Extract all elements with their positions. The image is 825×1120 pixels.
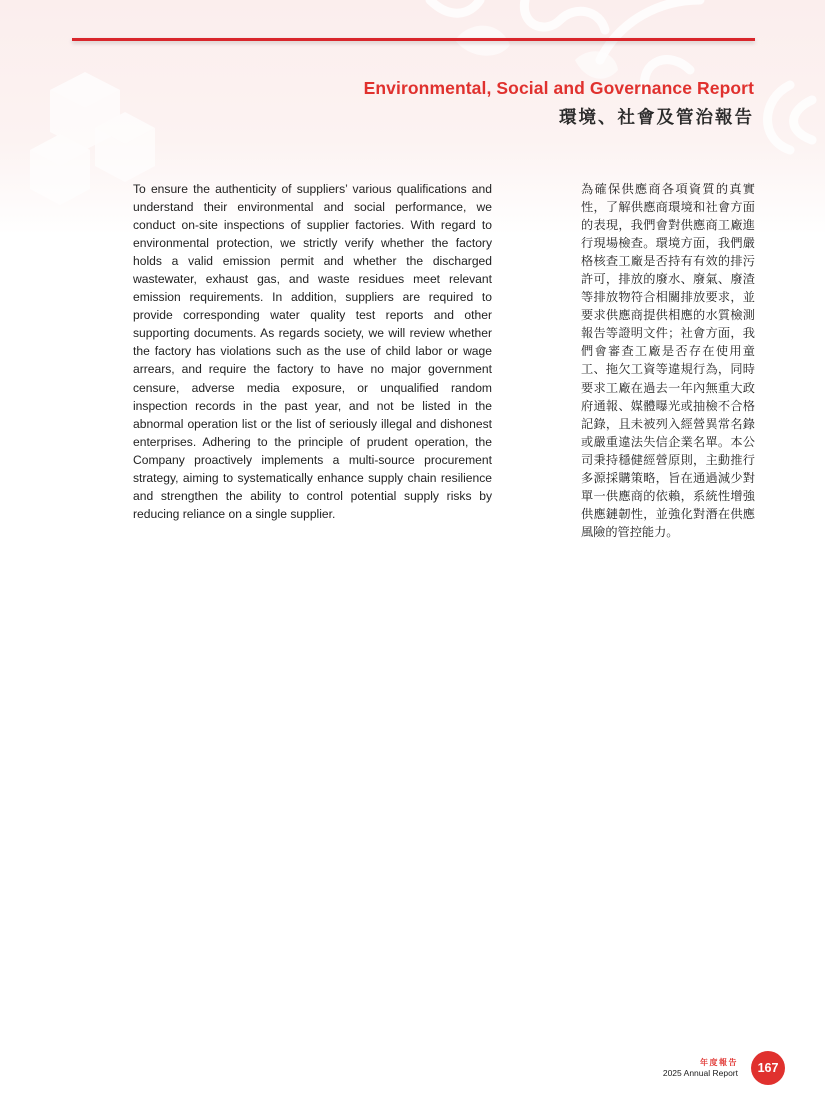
report-title-en: Environmental, Social and Governance Report [363,78,754,98]
body-paragraph-zh: 為確保供應商各項資質的真實性，了解供應商環境和社會方面的表現，我們會對供應商工廠進行現場檢查。環境方面，我們嚴格核查工廠是否持有有效的排污許可，排放的廢水、廢氣、廢渣等排放物符合相關排放要求，並要求供應商提供相應的水質檢測報告等證明文件；社會方面，我們會審查工廠是否存在使用童工、拖欠工資等違規行為，同時要求工廠在過去一年內無重大政府通報、媒體曝光或抽檢不合格記錄，且未被列入經營異常名錄或嚴重違法失信企業名單。本公司秉持穩健經營原則，主動推行多源採購策略，旨在通過減少對單一供應商的依賴，系統性增強供應鏈韌性，並強化對潛在供應風險的管控能力。 [581,182,755,539]
report-title-zh: 環境、社會及管治報告 [559,108,754,128]
header-rule [72,38,755,41]
footer-label-en: 2025 Annual Report [662,1068,738,1078]
page-number-badge: 167 [751,1051,785,1085]
footer-label [663,1057,738,1079]
footer-label-zh: 年度報告 [700,1058,738,1067]
body-paragraph-en: To ensure the authenticity of suppliers’ various qualifications and understand their environmental and social performance, we conduct on-site inspections of supplier factories. With regard to environmental protection, we strictly verify whether the factory holds a valid emission permit and whether the discharged wastewater, exhaust gas, and waste residues meet relevant emission requirements. In addition, suppliers are required to provide corresponding water quality test reports and other supporting documents. As regards society, we will review whether the factory has violations such as the use of child labor or wage arrears, and require the factory to have no major government censure, adverse media exposure, or unqualified random inspection records in the past year, and not be listed in the abnormal operation list or the list of seriously illegal and dishonest enterprises. Adhering to the principle of prudent operation, the Company proactively implements a multi-source procurement strategy, aiming to systematically enhance supply chain resilience and strengthen the ability to control potential supply risks by reducing reliance on a single supplier. [133,182,492,521]
